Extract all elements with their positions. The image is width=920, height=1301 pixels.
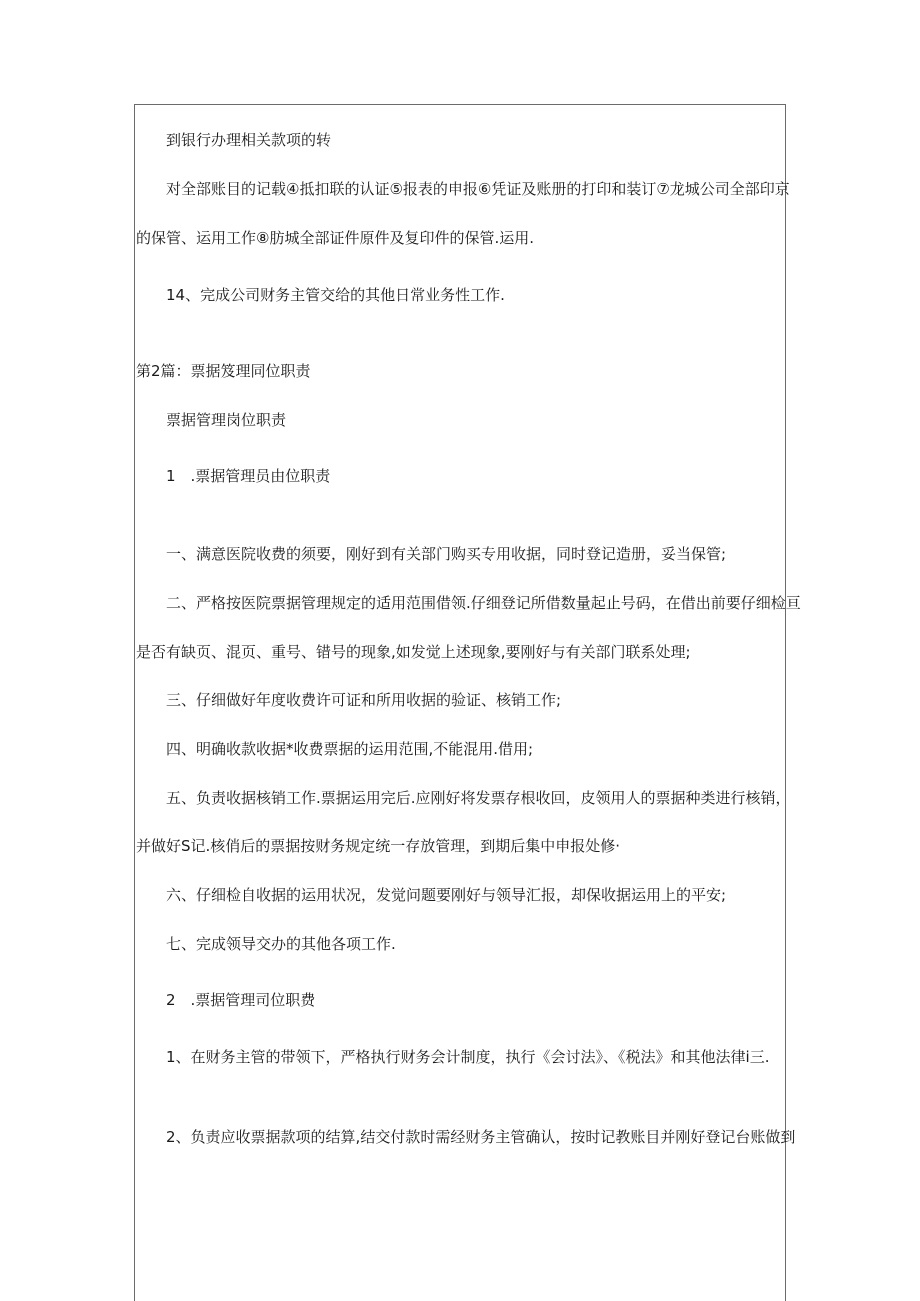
paragraph-line: 并做好S记.核俏后的票据按财务规定统一存放管理，到期后集中申报处修· [136, 837, 621, 855]
subheading: 1 .票据管理员由位职责 [166, 467, 331, 485]
paragraph-line: 14、完成公司财务主管交给的其他日常业务性工作. [166, 286, 505, 304]
paragraph-line: 二、严格按医院票据管理规定的适用范围借领.仔细登记所借数量起止号码，在借出前要仔细检亘 [166, 594, 801, 612]
paragraph-line: 三、仔细做好年度收费许可证和所用收据的验证、核销工作; [166, 691, 562, 709]
paragraph-line: 是否有缺页、混页、重号、错号的现象,如发觉上述现象,要刚好与有关部门联系处理; [136, 643, 691, 661]
paragraph-line: 2、负责应收票据款项的结算,结交付款时需经财务主管确认，按时记教账目并刚好登记台账做到 [166, 1128, 796, 1146]
paragraph-line: 五、负责收据核销工作.票据运用完后.应刚好将发票存根收回，皮领用人的票据种类进行核销， [166, 789, 791, 807]
paragraph-line: 到银行办理相关款项的转 [166, 131, 332, 149]
subheading: 2 .票据管理司位职费 [166, 991, 316, 1009]
paragraph-line: 1、在财务主管的带领下，严格执行财务会计制度，执行《会讨法》、《税法》和其他法律i三. [166, 1048, 770, 1066]
paragraph-line: 一、满意医院收费的须要，刚好到有关部门购买专用收据，同时登记造册，妥当保管; [166, 545, 727, 563]
paragraph-line: 对全部账目的记载④抵扣联的认证⑤报表的申报⑥凭证及账册的打印和装订⑦龙城公司全部印京 [166, 180, 790, 198]
paragraph-line: 七、完成领导交办的其他各项工作. [166, 935, 396, 953]
paragraph-line: 的保管、运用工作⑧肪城全部证件原件及复印件的保管.运用. [136, 229, 534, 247]
section-heading: 第2篇：票据笈理同位职责 [136, 362, 311, 380]
subheading: 票据管理岗位职责 [166, 411, 287, 429]
paragraph-line: 四、明确收款收据*收费票据的运用范围,不能混用.借用; [166, 740, 534, 758]
paragraph-line: 六、仔细检自收据的运用状况，发觉问题要刚好与领导汇报，却保收据运用上的平安; [166, 886, 727, 904]
